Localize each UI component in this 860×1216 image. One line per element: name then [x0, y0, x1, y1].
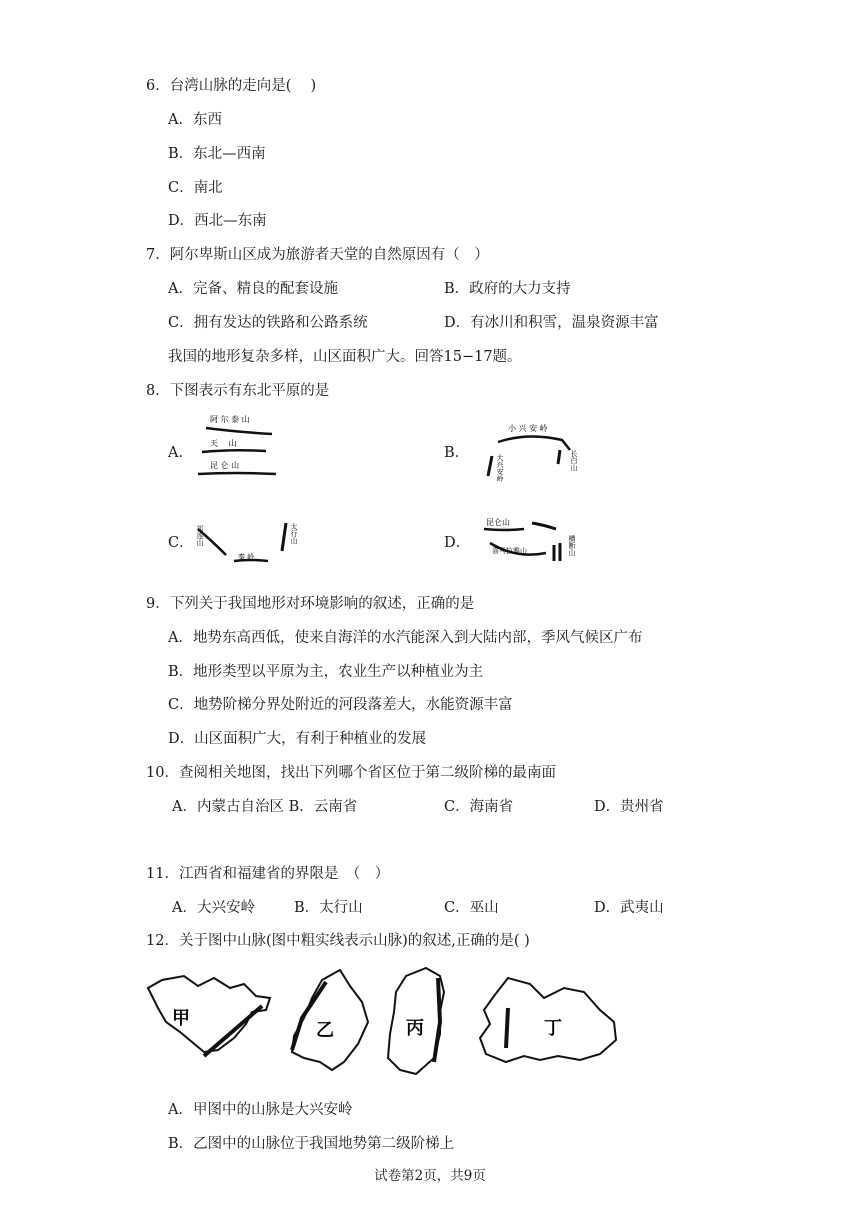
map-c-label-1: 祁连山 — [196, 525, 204, 546]
q9-stem: 9．下列关于我国地形对环境影响的叙述，正确的是 — [146, 596, 475, 612]
q8-label-b: B． — [444, 445, 470, 461]
q8-label-c: C． — [168, 535, 194, 551]
q12-option-b: B．乙图中的山脉位于我国地势第二级阶梯上 — [168, 1136, 455, 1152]
map-jia — [148, 976, 270, 1056]
q12-option-a: A．甲图中的山脉是大兴安岭 — [168, 1102, 353, 1118]
q7-option-b: B．政府的大力支持 — [444, 281, 571, 297]
q12-province-maps — [144, 962, 622, 1082]
q9-option-c: C．地势阶梯分界处附近的河段落差大，水能资源丰富 — [168, 697, 513, 713]
map-a-label-3: 昆 仑 山 — [210, 461, 240, 470]
map-c-label-3: 秦 岭 — [238, 553, 255, 561]
q9-option-a: A．地势东高西低，使来自海洋的水汽能深入到大陆内部，季风气候区广布 — [168, 630, 643, 646]
q6-option-b: B．东北—西南 — [168, 146, 266, 162]
q8-label-d: D． — [444, 535, 471, 551]
page-footer: 试卷第2页，共9页 — [374, 1168, 486, 1184]
map-d-label-1: 昆仑山 — [486, 518, 510, 527]
map-d-label-3: 横断山 — [568, 535, 576, 556]
q6-option-c: C．南北 — [168, 180, 223, 196]
map-a-label-2: 天 山 — [210, 439, 237, 448]
q7-stem: 7．阿尔卑斯山区成为旅游者天堂的自然原因有（ ） — [146, 247, 489, 263]
q9-option-b: B．地形类型以平原为主，农业生产以种植业为主 — [168, 664, 484, 680]
q9-option-d: D．山区面积广大，有利于种植业的发展 — [168, 731, 427, 747]
q6-option-d: D．西北—东南 — [168, 213, 267, 229]
q7-option-c: C．拥有发达的铁路和公路系统 — [168, 315, 368, 331]
intro-text: 我国的地形复杂多样，山区面积广大。回答15−17题。 — [168, 349, 522, 365]
q8-label-a: A． — [168, 445, 193, 461]
map-b-label-2: 大兴安岭 — [496, 454, 504, 482]
map-bing-label: 丙 — [406, 1018, 424, 1039]
q8-map-c — [190, 515, 302, 571]
map-bing — [388, 968, 444, 1074]
map-c-label-2: 太行山 — [290, 523, 298, 544]
map-d-label-2: 喜马拉雅山 — [492, 547, 527, 555]
q8-map-a — [192, 410, 284, 482]
q10-option-c: C．海南省 — [444, 799, 514, 815]
q10-stem: 10．查阅相关地图，找出下列哪个省区位于第二级阶梯的最南面 — [146, 765, 556, 781]
q11-option-b: B．太行山 — [294, 900, 363, 916]
map-ding — [480, 978, 616, 1062]
q11-option-d: D．武夷山 — [594, 900, 664, 916]
q12-stem: 12．关于图中山脉(图中粗实线表示山脉)的叙述,正确的是( ) — [146, 933, 530, 949]
q10-option-d: D．贵州省 — [594, 799, 664, 815]
map-ding-label: 丁 — [544, 1018, 562, 1039]
q7-option-a: A．完备、精良的配套设施 — [168, 281, 338, 297]
map-b-label-3: 长白山 — [570, 450, 578, 471]
q6-option-a: A．东西 — [168, 112, 222, 128]
map-yi — [292, 970, 368, 1070]
map-yi-label: 乙 — [316, 1020, 334, 1041]
q7-option-d: D．有冰川和积雪，温泉资源丰富 — [444, 315, 659, 331]
map-jia-label: 甲 — [172, 1008, 190, 1029]
map-a-label-1: 阿 尔 泰 山 — [210, 415, 250, 424]
q11-option-c: C．巫山 — [444, 900, 499, 916]
q8-map-d — [480, 515, 590, 571]
q8-stem: 8．下图表示有东北平原的是 — [146, 383, 330, 399]
q6-stem: 6．台湾山脉的走向是( ) — [146, 78, 317, 94]
map-b-label-1: 小 兴 安 岭 — [508, 424, 548, 433]
q11-stem: 11．江西省和福建省的界限是 （ ） — [146, 866, 390, 882]
q11-option-a: A．大兴安岭 — [172, 900, 255, 916]
q10-option-ab: A．内蒙古自治区 B．云南省 — [172, 799, 358, 815]
q8-map-b — [478, 420, 588, 486]
